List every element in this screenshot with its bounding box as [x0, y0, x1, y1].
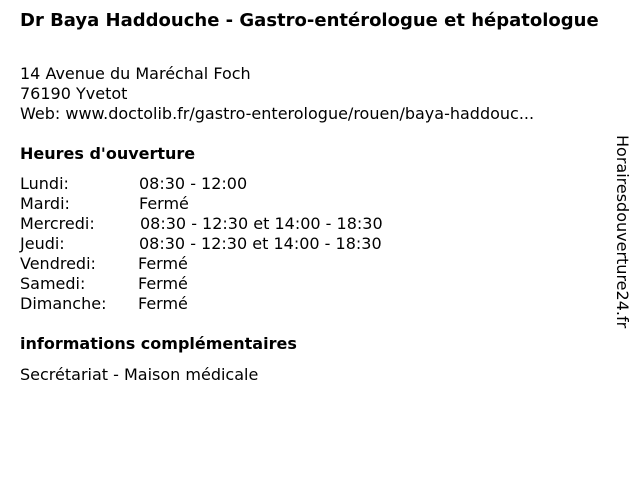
page-title: Dr Baya Haddouche - Gastro-entérologue et hépatologue	[20, 10, 599, 31]
website-text: Web: www.doctolib.fr/gastro-enterologue/rouen/baya-haddouc...	[20, 104, 535, 123]
day-label: Jeudi:	[20, 234, 65, 253]
opening-hours-heading: Heures d'ouverture	[20, 144, 196, 163]
day-label: Vendredi:	[20, 254, 96, 273]
hours-value: Fermé	[139, 194, 189, 213]
street-address: 14 Avenue du Maréchal Foch	[20, 64, 251, 83]
hours-value: Fermé	[138, 294, 188, 313]
hours-value: Fermé	[138, 274, 188, 293]
city-address: 76190 Yvetot	[20, 84, 128, 103]
hours-value: 08:30 - 12:30 et 14:00 - 18:30	[140, 214, 383, 233]
day-label: Mercredi:	[20, 214, 95, 233]
day-label: Lundi:	[20, 174, 69, 193]
hours-value: Fermé	[138, 254, 188, 273]
additional-info-heading: informations complémentaires	[20, 334, 297, 353]
day-label: Mardi:	[20, 194, 70, 213]
day-label: Samedi:	[20, 274, 86, 293]
address-block	[20, 64, 534, 124]
hours-value: 08:30 - 12:00	[139, 174, 248, 193]
day-label: Dimanche:	[20, 294, 107, 313]
hours-value: 08:30 - 12:30 et 14:00 - 18:30	[139, 234, 382, 253]
site-watermark: Horairesdouverture24.fr	[613, 135, 632, 329]
additional-info-text: Secrétariat - Maison médicale	[20, 365, 259, 384]
